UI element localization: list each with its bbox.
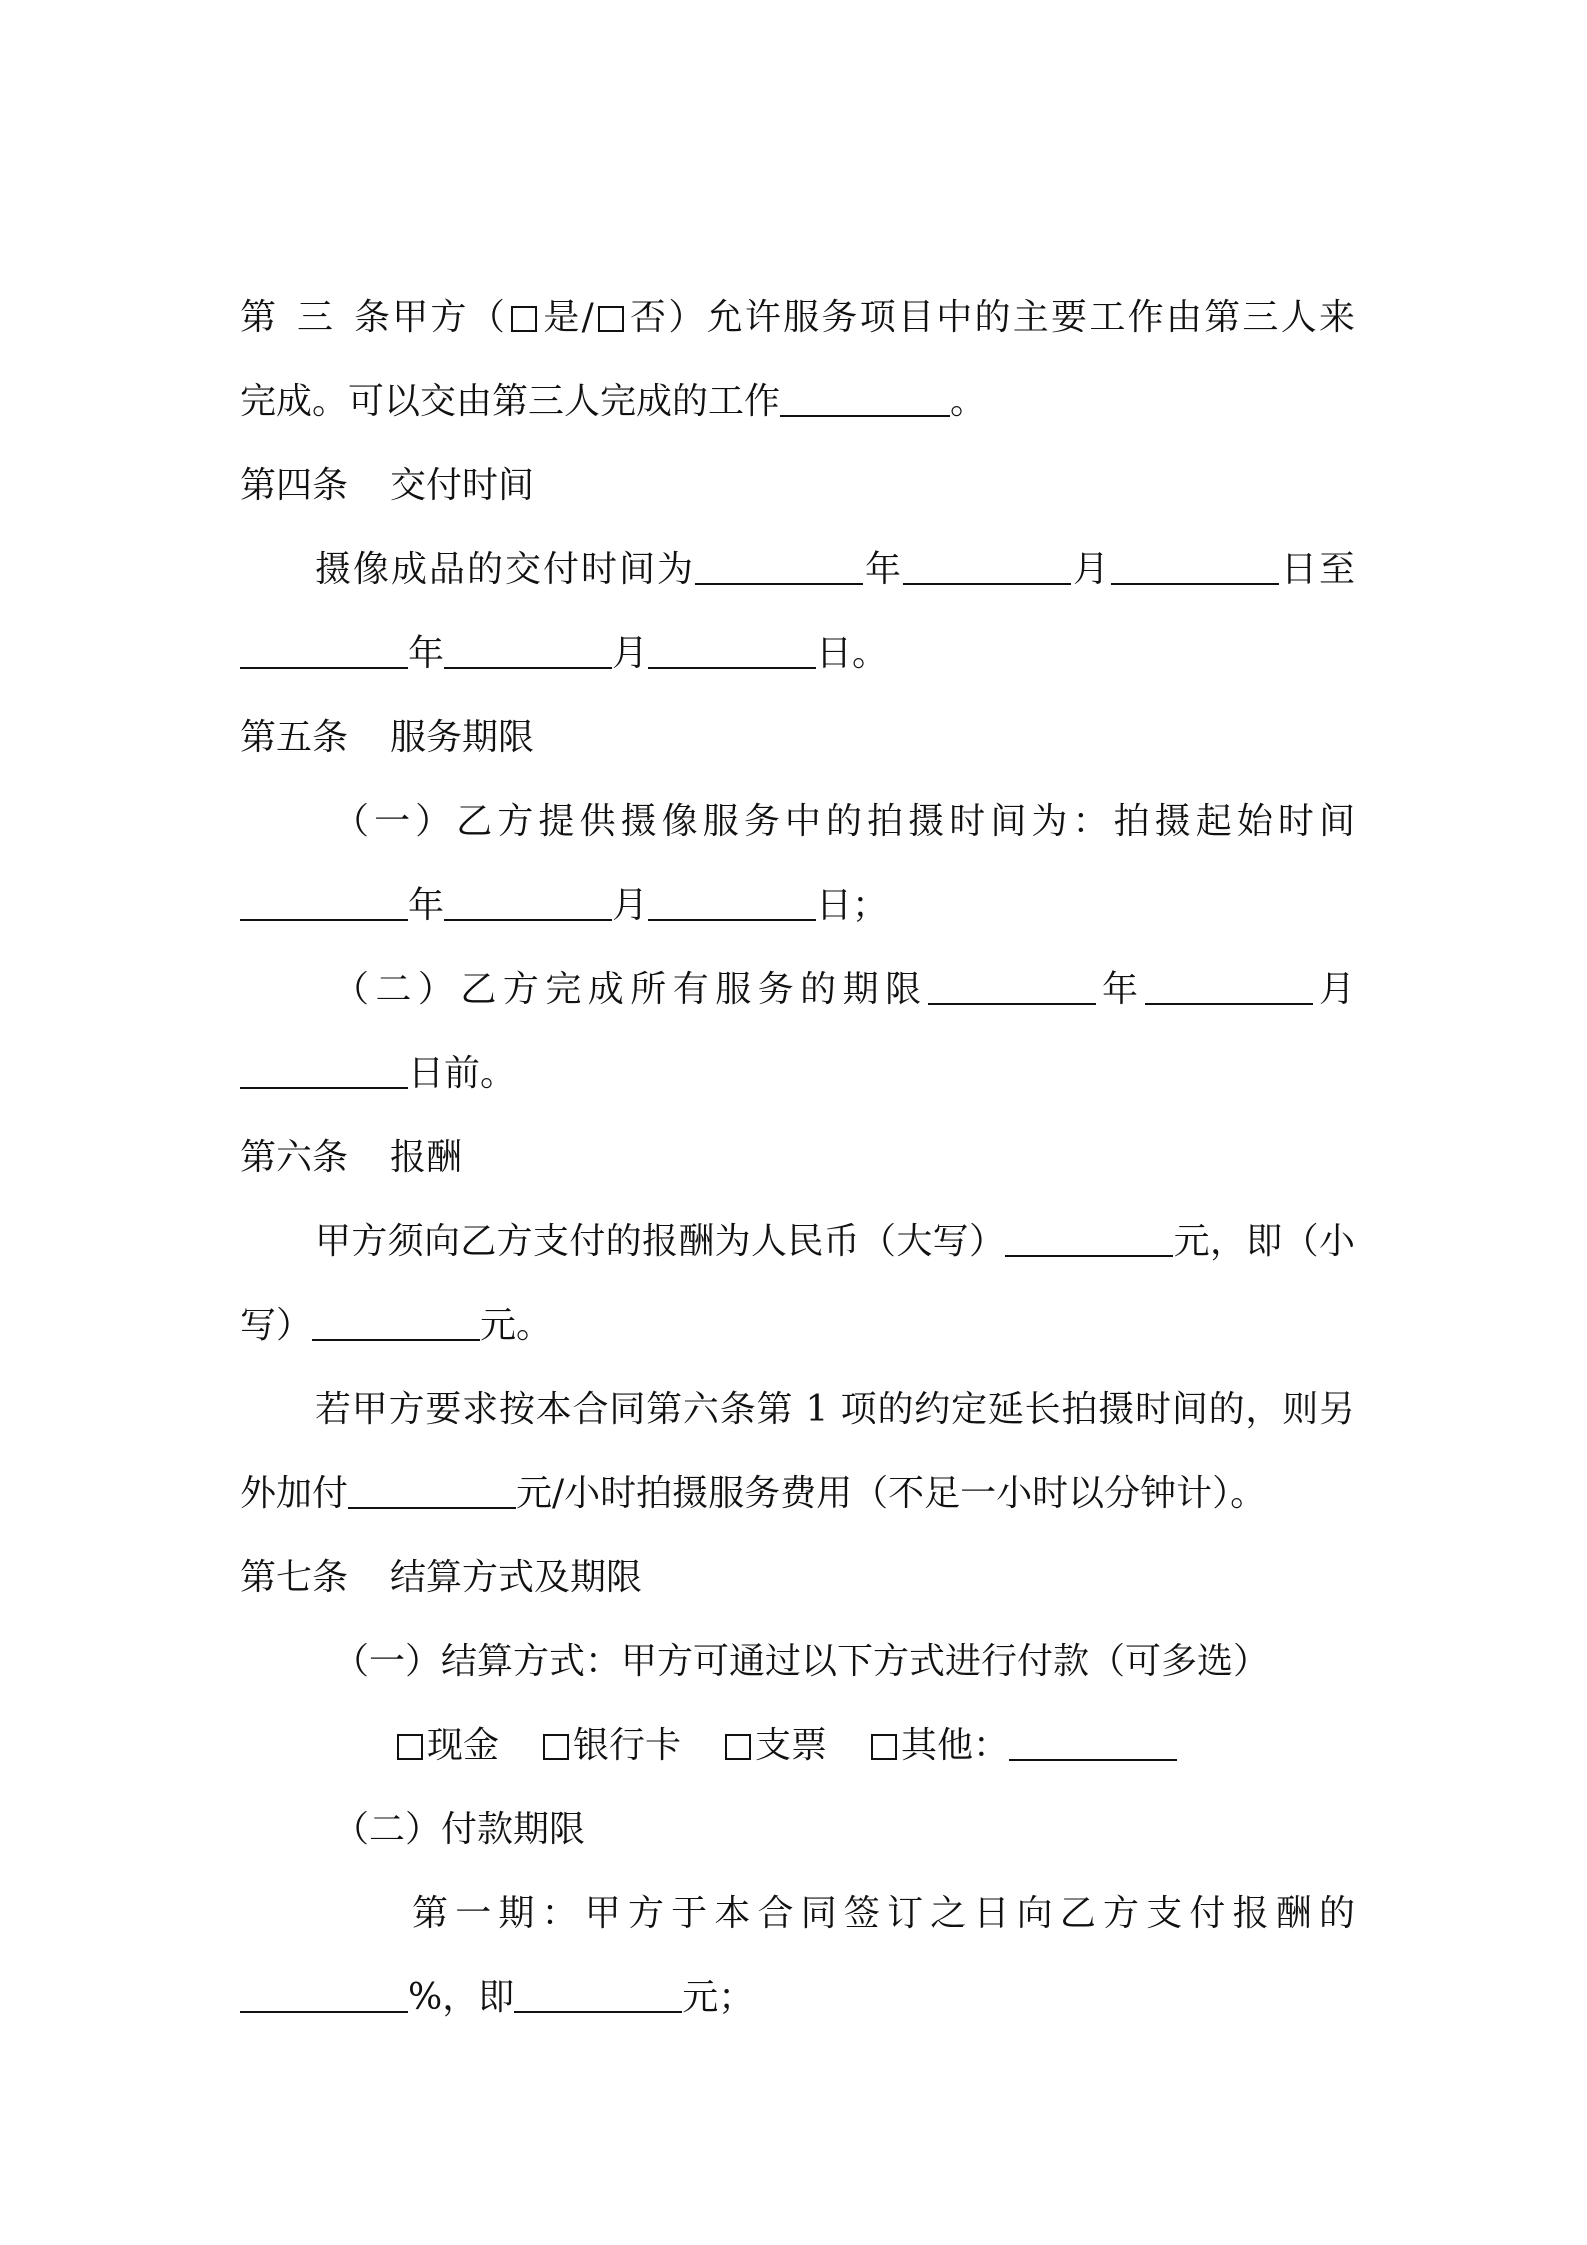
option-other[interactable]: 其他： bbox=[867, 1725, 1177, 1766]
article-6-heading bbox=[240, 1116, 1355, 1200]
checkbox-bank-card[interactable] bbox=[543, 1734, 569, 1760]
delivery-start-year-blank[interactable] bbox=[695, 553, 863, 585]
fee-uppercase-blank[interactable] bbox=[1005, 1225, 1173, 1257]
fee-numeric-blank[interactable] bbox=[312, 1309, 480, 1341]
article-5-heading bbox=[240, 696, 1355, 780]
shoot-start-month-blank[interactable] bbox=[444, 889, 612, 921]
article-6-number: 第六条 bbox=[240, 1137, 349, 1178]
other-method-blank[interactable] bbox=[1009, 1729, 1177, 1761]
delivery-end-day-blank[interactable] bbox=[648, 637, 816, 669]
article-4-number: 第四条 bbox=[240, 465, 349, 506]
article-7-number: 第七条 bbox=[240, 1557, 349, 1598]
article-4-line-1: 摄像成品的交付时间为 年 月 日至 bbox=[315, 549, 1355, 590]
checkbox-check[interactable] bbox=[725, 1734, 751, 1760]
article-4-heading bbox=[240, 444, 1355, 528]
article-5-item-1: （一）乙方提供摄像服务中的拍摄时间为：拍摄起始时间 bbox=[333, 801, 1355, 842]
article-4-title: 交付时间 bbox=[390, 465, 535, 506]
phase-1-line-2: %，即 元； bbox=[240, 1956, 1355, 2040]
service-deadline-month-blank[interactable] bbox=[1145, 973, 1313, 1005]
option-bank-card[interactable]: 银行卡 bbox=[539, 1725, 681, 1766]
article-5-title: 服务期限 bbox=[390, 717, 535, 758]
checkbox-cash[interactable] bbox=[397, 1734, 423, 1760]
phase-1-amount-blank[interactable] bbox=[514, 1981, 682, 2013]
checkbox-yes[interactable] bbox=[511, 306, 537, 332]
article-6-para-1-line-1: 甲方须向乙方支付的报酬为人民币（大写） 元，即（小 bbox=[315, 1221, 1355, 1262]
delivery-start-day-blank[interactable] bbox=[1111, 553, 1279, 585]
checkbox-other[interactable] bbox=[871, 1734, 897, 1760]
shoot-start-day-blank[interactable] bbox=[648, 889, 816, 921]
article-6-title: 报酬 bbox=[390, 1137, 463, 1178]
article-6-para-2-line-2: 外加付 元/小时拍摄服务费用（不足一小时以分钟计）。 bbox=[240, 1473, 1267, 1514]
shoot-start-year-blank[interactable] bbox=[240, 889, 408, 921]
article-6-para-1-line-2: 写） 元。 bbox=[240, 1305, 553, 1346]
service-deadline-year-blank[interactable] bbox=[928, 973, 1096, 1005]
article-7-title: 结算方式及期限 bbox=[390, 1557, 643, 1598]
third-party-work-blank[interactable] bbox=[780, 385, 950, 417]
article-7-item-2: （二）付款期限 bbox=[333, 1809, 586, 1850]
article-3-number: 第三条 bbox=[240, 297, 390, 338]
delivery-end-year-blank[interactable] bbox=[240, 637, 408, 669]
article-3-line-1: 第三条甲方（ 是/ 否）允许服务项目中的主要工作由第三人来 bbox=[240, 276, 1355, 360]
article-5-item-2: （二）乙方完成所有服务的期限 年 月 bbox=[333, 969, 1355, 1010]
phase-1-line-1: 第一期：甲方于本合同签订之日向乙方支付报酬的 bbox=[412, 1893, 1355, 1934]
article-3-line-2: 完成。可以交由第三人完成的工作 。 bbox=[240, 381, 987, 422]
option-cash[interactable]: 现金 bbox=[393, 1725, 499, 1766]
payment-method-options bbox=[393, 1704, 1355, 1788]
hourly-fee-blank[interactable] bbox=[348, 1477, 516, 1509]
article-5-item-1-date: 年 月 日； bbox=[240, 864, 1355, 948]
article-4-line-2: 年 月 日。 bbox=[240, 612, 1355, 696]
delivery-end-month-blank[interactable] bbox=[444, 637, 612, 669]
article-6-para-2-line-1: 若甲方要求按本合同第六条第 1 项的约定延长拍摄时间的，则另 bbox=[315, 1389, 1355, 1430]
checkbox-no[interactable] bbox=[598, 306, 624, 332]
article-5-number: 第五条 bbox=[240, 717, 349, 758]
article-7-heading bbox=[240, 1536, 1355, 1620]
article-5-item-2-day: 日前。 bbox=[240, 1032, 1355, 1116]
delivery-start-month-blank[interactable] bbox=[903, 553, 1071, 585]
article-7-item-1: （一）结算方式：甲方可通过以下方式进行付款（可多选） bbox=[333, 1641, 1270, 1682]
option-check[interactable]: 支票 bbox=[721, 1725, 827, 1766]
service-deadline-day-blank[interactable] bbox=[240, 1057, 408, 1089]
phase-1-percent-blank[interactable] bbox=[240, 1981, 408, 2013]
